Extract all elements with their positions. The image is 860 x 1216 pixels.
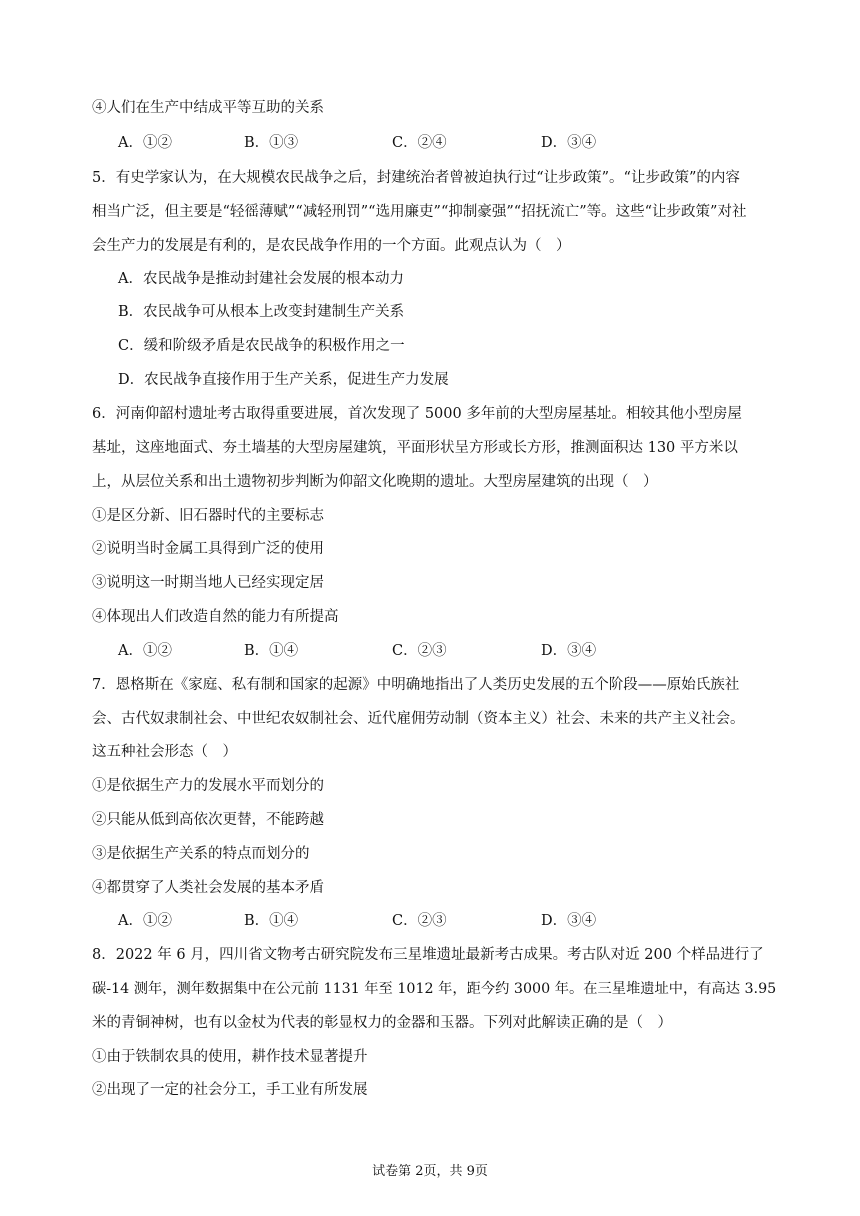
question-text-line: 7．恩格斯在《家庭、私有制和国家的起源》中明确地指出了人类历史发展的五个阶段——原始氏族社 bbox=[92, 677, 740, 693]
option-a[interactable]: A．①② bbox=[118, 643, 172, 659]
statement-4: ④体现出人们改造自然的能力有所提高 bbox=[92, 609, 339, 625]
statement-4: ④都贯穿了人类社会发展的基本矛盾 bbox=[92, 880, 324, 896]
option-a[interactable]: A．农民战争是推动封建社会发展的根本动力 bbox=[118, 271, 404, 287]
option-d[interactable]: D．③④ bbox=[541, 913, 597, 929]
statement-2: ②说明当时金属工具得到广泛的使用 bbox=[92, 541, 324, 557]
option-a[interactable]: A．①② bbox=[118, 135, 172, 151]
statement-1: ①是依据生产力的发展水平而划分的 bbox=[92, 778, 324, 794]
statement-1: ①是区分新、旧石器时代的主要标志 bbox=[92, 508, 324, 524]
option-b[interactable]: B．农民战争可从根本上改变封建制生产关系 bbox=[118, 304, 405, 320]
statement-3: ③是依据生产关系的特点而划分的 bbox=[92, 846, 310, 862]
option-d[interactable]: D．③④ bbox=[541, 135, 597, 151]
option-c[interactable]: C．缓和阶级矛盾是农民战争的积极作用之一 bbox=[118, 338, 405, 354]
question-text-line: 8．2022 年 6 月，四川省文物考古研究院发布三星堆遗址最新考古成果。考古队对近 200 个样品进行了 bbox=[92, 947, 764, 963]
question-text-line: 相当广泛，但主要是“轻徭薄赋”“减轻刑罚”“选用廉吏”“抑制豪强”“招抚流亡”等。这些“让步政策”对社 bbox=[92, 204, 747, 220]
option-b[interactable]: B．①④ bbox=[244, 643, 299, 659]
question-text-line: 碳-14 测年，测年数据集中在公元前 1131 年至 1012 年，距今约 3000 年。在三星堆遗址中，有高达 3.95 bbox=[92, 981, 777, 997]
question-text-line: 5．有史学家认为，在大规模农民战争之后，封建统治者曾被迫执行过“让步政策”。“让步政策”的内容 bbox=[92, 170, 740, 186]
option-d[interactable]: D．农民战争直接作用于生产关系，促进生产力发展 bbox=[118, 372, 449, 388]
statement-3: ③说明这一时期当地人已经实现定居 bbox=[92, 575, 324, 591]
question-text-line: 上，从层位关系和出土遗物初步判断为仰韶文化晚期的遗址。大型房屋建筑的出现（ ） bbox=[92, 474, 658, 490]
option-b[interactable]: B．①③ bbox=[244, 135, 299, 151]
question-text-line: 会生产力的发展是有利的，是农民战争作用的一个方面。此观点认为（ ） bbox=[92, 238, 571, 254]
question-text-line: 这五种社会形态（ ） bbox=[92, 744, 237, 760]
question-text-line: 米的青铜神树，也有以金杖为代表的彰显权力的金器和玉器。下列对此解读正确的是（ ） bbox=[92, 1015, 672, 1031]
statement-2: ②只能从低到高依次更替，不能跨越 bbox=[92, 812, 324, 828]
statement-2: ②出现了一定的社会分工，手工业有所发展 bbox=[92, 1082, 368, 1098]
question-text-line: 6．河南仰韶村遗址考古取得重要进展，首次发现了 5000 多年前的大型房屋基址。相较其他小型房屋 bbox=[92, 406, 742, 422]
option-c[interactable]: C．②③ bbox=[392, 643, 447, 659]
option-a[interactable]: A．①② bbox=[118, 913, 172, 929]
statement-1: ①由于铁制农具的使用，耕作技术显著提升 bbox=[92, 1049, 368, 1065]
page-footer: 试卷第 2页，共 9页 bbox=[372, 1164, 488, 1179]
question-text-line: 会、古代奴隶制社会、中世纪农奴制社会、近代雇佣劳动制（资本主义）社会、未来的共产主义社会。 bbox=[92, 711, 745, 727]
option-c[interactable]: C．②③ bbox=[392, 913, 447, 929]
option-b[interactable]: B．①④ bbox=[244, 913, 299, 929]
option-d[interactable]: D．③④ bbox=[541, 643, 597, 659]
statement-4: ④人们在生产中结成平等互助的关系 bbox=[92, 100, 324, 116]
question-text-line: 基址，这座地面式、夯土墙基的大型房屋建筑，平面形状呈方形或长方形，推测面积达 130 平方米以 bbox=[92, 440, 738, 456]
option-c[interactable]: C．②④ bbox=[392, 135, 447, 151]
